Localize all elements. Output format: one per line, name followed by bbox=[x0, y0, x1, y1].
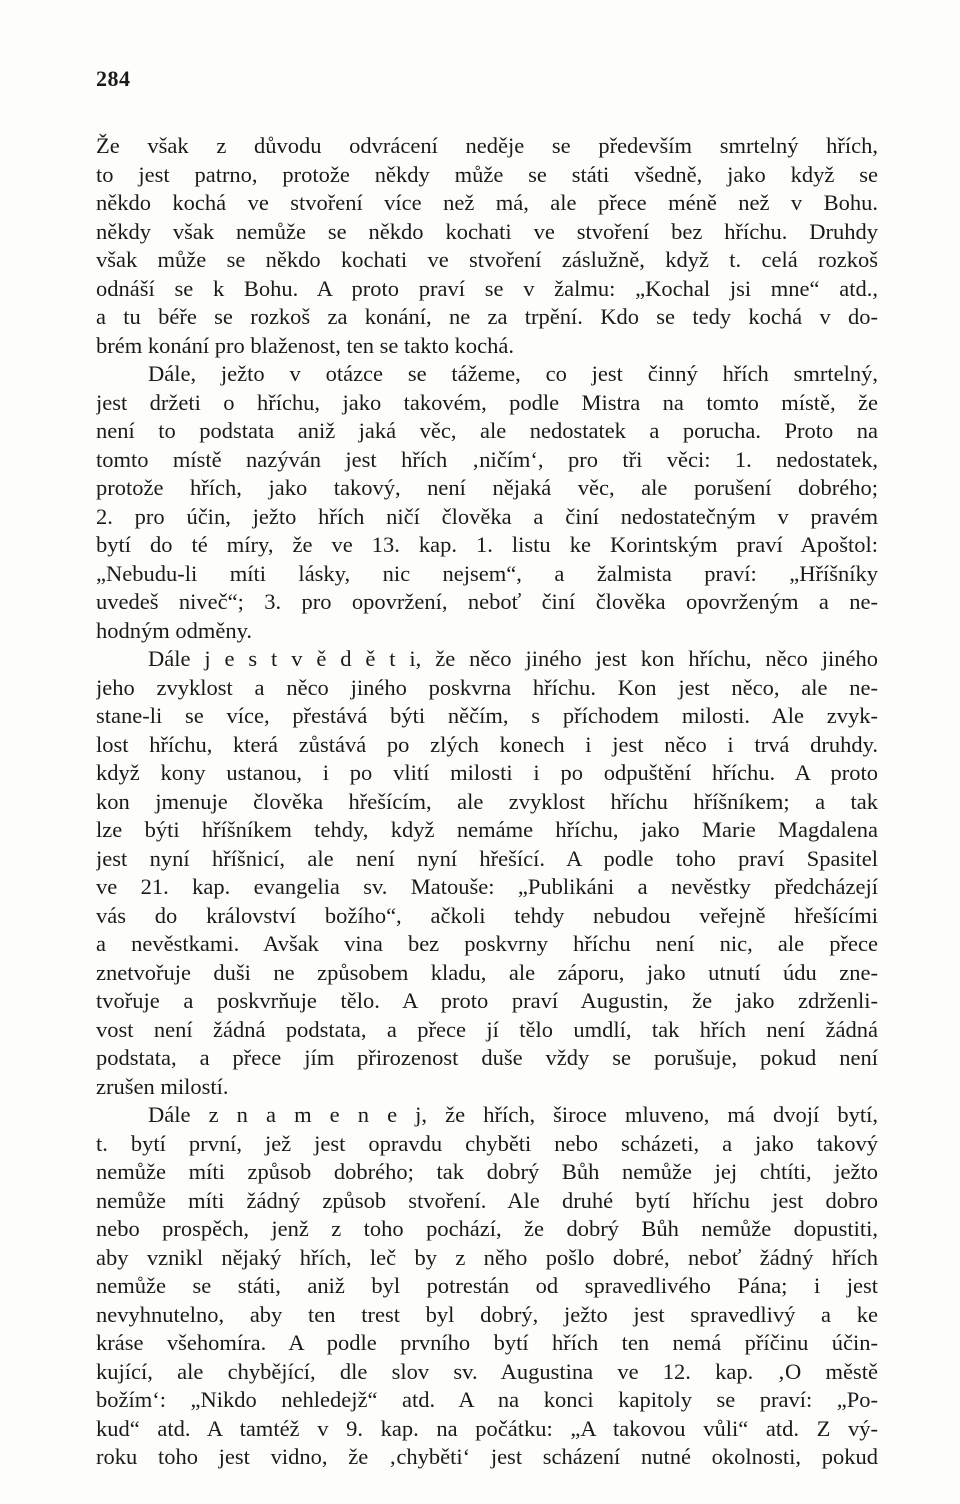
text-line: brém konání pro blaženost, ten se takto kochá. bbox=[96, 332, 514, 358]
text-line: však může se někdo kochati ve stvoření záslužně, když t. celá rozkoš bbox=[96, 247, 878, 272]
text-line: nevyhnutelno, aby ten trest byl dobrý, ježto jest spravedlivý a ke bbox=[96, 1301, 878, 1327]
text-line: podstata, a přece jím přirozenost duše vždy se porušuje, pokud není bbox=[96, 1045, 878, 1070]
text-line: jest nyní hříšnicí, ale není nyní hřešící. A podle toho praví Spasitel bbox=[96, 845, 878, 871]
text-line: kud“ atd. A tamtéž v 9. kap. na počátku: „A takovou vůli“ atd. Z vý- bbox=[96, 1415, 878, 1441]
text-line: bytí do té míry, že ve 13. kap. 1. listu ke Korintským praví Apoštol: bbox=[96, 532, 878, 557]
text-line: a tu béře se rozkoš za konání, ne za trpění. Kdo se tedy kochá v do- bbox=[96, 304, 878, 329]
text-line: vost není žádná podstata, a přece jí tělo umdlí, tak hřích není žádná bbox=[96, 1016, 878, 1042]
text-line: lze býti hříšníkem tehdy, když nemáme hříchu, jako Marie Magdalena bbox=[96, 817, 878, 842]
text-line: kráse všehomíra. A podle prvního bytí hřích ten nemá příčinu účin- bbox=[96, 1330, 878, 1355]
text-line: odnáší se k Bohu. A proto praví se v žalmu: „Kochal jsi mne“ atd., bbox=[96, 275, 878, 301]
text-line: lost hříchu, která zůstává po zlých konech i jest něco i trvá druhdy. bbox=[96, 731, 878, 757]
text-line: t. bytí první, jež jest opravdu chyběti nebo scházeti, a jako takový bbox=[96, 1130, 878, 1156]
body-text bbox=[96, 132, 878, 1472]
text-line: roku toho jest vidno, že ‚chyběti‘ jest scházení nutné okolnosti, pokud bbox=[96, 1444, 878, 1469]
page-number: 284 bbox=[96, 66, 131, 91]
text-line: nemůže míti žádný způsob stvoření. Ale druhé bytí hříchu jest dobro bbox=[96, 1187, 878, 1213]
text-line: „Nebudu-li míti lásky, nic nejsem“, a žalmista praví: „Hříšníky bbox=[96, 560, 878, 586]
text-line: jest držeti o hříchu, jako takovém, podle Mistra na tomto místě, že bbox=[96, 389, 878, 415]
text-line: Dále z n a m e n e j, že hřích, široce mluveno, má dvojí bytí, bbox=[148, 1102, 878, 1127]
text-line: uvedeš niveč“; 3. pro opovržení, neboť činí člověka opovrženým a ne- bbox=[96, 589, 878, 614]
text-line: nemůže míti způsob dobrého; tak dobrý Bůh nemůže jej chtíti, ježto bbox=[96, 1159, 878, 1184]
text-line: to jest patrno, protože někdy může se státi všedně, jako když se bbox=[96, 161, 878, 187]
text-line: božím‘: „Nikdo nehledejž“ atd. A na konci kapitoly se praví: „Po- bbox=[96, 1387, 878, 1412]
text-line: někdy však nemůže se někdo kochati ve stvoření bez hříchu. Druhdy bbox=[96, 218, 878, 244]
text-line: není to podstata aniž jaká věc, ale nedostatek a porucha. Proto na bbox=[96, 418, 878, 443]
text-line: tomto místě nazýván jest hřích ‚ničím‘, pro tři věci: 1. nedostatek, bbox=[96, 446, 878, 472]
text-line: vás do království božího“, ačkoli tehdy nebudou veřejně hřešícími bbox=[96, 902, 878, 928]
text-line: 2. pro účin, ježto hřích ničí člověka a činí nedostatečným v pravém bbox=[96, 503, 878, 529]
text-line: aby vznikl nějaký hřích, leč by z něho pošlo dobré, neboť žádný hřích bbox=[96, 1244, 878, 1270]
text-line: Dále, ježto v otázce se tážeme, co jest činný hřích smrtelný, bbox=[148, 361, 878, 386]
text-line: ve 21. kap. evangelia sv. Matouše: „Publikáni a nevěstky předcházejí bbox=[96, 874, 878, 899]
text-line: znetvořuje duši ne způsobem kladu, ale záporu, jako utnutí údu zne- bbox=[96, 959, 878, 985]
text-line: stane-li se více, přestává býti něčím, s příchodem milosti. Ale zvyk- bbox=[96, 703, 878, 728]
text-line: zrušen milostí. bbox=[96, 1073, 229, 1099]
text-line: někdo kochá ve stvoření více než má, ale přece méně než v Bohu. bbox=[96, 190, 878, 215]
text-line: kující, ale chybějící, dle slov sv. Augustina ve 12. kap. ‚O městě bbox=[96, 1358, 878, 1384]
text-line: a nevěstkami. Avšak vina bez poskvrny hříchu není nic, ale přece bbox=[96, 931, 878, 956]
text-line: nebo prospěch, jenž z toho pochází, že dobrý Bůh nemůže dopustiti, bbox=[96, 1216, 878, 1241]
text-line: když kony ustanou, i po vlití milosti i po odpuštění hříchu. A proto bbox=[96, 760, 878, 785]
text-line: nemůže se státi, aniž byl potrestán od spravedlivého Pána; i jest bbox=[96, 1273, 878, 1298]
text-line: jeho zvyklost a něco jiného poskvrna hříchu. Kon jest něco, ale ne- bbox=[96, 674, 878, 700]
text-line: Že však z důvodu odvrácení neděje se především smrtelný hřích, bbox=[96, 133, 878, 158]
text-line: hodným odměny. bbox=[96, 617, 253, 643]
text-line: Dále j e s t v ě d ě t i, že něco jiného jest kon hříchu, něco jiného bbox=[148, 646, 878, 671]
text-line: tvořuje a poskvrňuje tělo. A proto praví Augustin, že jako zdrženli- bbox=[96, 988, 878, 1013]
text-line: kon jmenuje člověka hřešícím, ale zvyklost hříchu hříšníkem; a tak bbox=[96, 788, 878, 814]
text-line: protože hřích, jako takový, není nějaká věc, ale porušení dobrého; bbox=[96, 475, 878, 500]
